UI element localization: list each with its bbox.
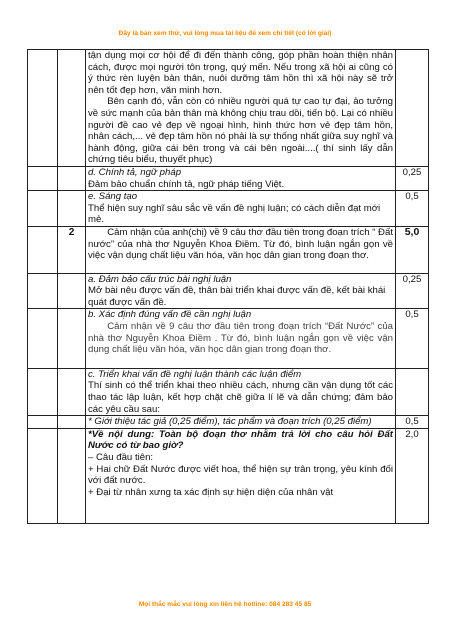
criterion-body: Cảm nhận về 9 câu thơ đầu tiên trong đoạn trích “Đất Nước” của nhà thơ Nguyễn Khoa Điềm . Từ đó, bình luận ngắn gọn về việc vận dụng chất liệu văn hóa, văn học dân gian trong đoạn thơ. <box>88 321 393 356</box>
hotline-banner: Mọi thắc mắc vui lòng xin liên hệ hotline: 084 283 45 85 <box>138 601 312 608</box>
cell-question <box>28 50 58 167</box>
content-line: + Hai chữ Đất Nước được viết hoa, thể hiện sự trân trọng, yêu kính đối với đất nước. <box>88 463 393 487</box>
criterion-title: e. Sáng tạo <box>88 191 138 203</box>
criterion-title: d. Chính tả, ngữ pháp <box>88 166 182 178</box>
intro-requirement: * Giới thiệu tác giả (0,25 điểm), tác phẩm và đoạn trích (0,25 điểm) <box>86 416 396 429</box>
paragraph: tận dụng mọi cơ hội để đi đến thành công, góp phần hoàn thiện nhân cách, được mọi người tôn trọng, quý mến. Nếu trong xã hội ai cũng có ý thức rèn luyện bản thân, nuôi dưỡng tâm hồn thì xã hội này sẽ trở nên tốt đẹp hơn, văn minh hơn. <box>88 50 393 96</box>
table-row <box>28 50 429 167</box>
table-row <box>28 368 429 415</box>
content-title: *Về nội dung: Toàn bộ đoạn thơ nhằm trả lời cho câu hỏi Đất Nước có từ bao giờ? <box>88 428 393 452</box>
table-row <box>28 309 429 368</box>
score: 0,5 <box>396 191 429 227</box>
criterion-title: c. Triển khai vấn đề nghị luận thành các luận điểm <box>88 368 302 380</box>
paragraph: Bên cạnh đó, vẫn còn có nhiều người quá tự cao tự đại, ảo tưởng về sức mạnh của bản thân mà không chịu trau dồi, tiến bộ. Lại có nhiều người đề cao vẻ đẹp về ngoại hình, hình thức hơn vẻ đẹp tâm hồn, nhân cách,... vẻ đẹp tâm hồn nó phải là sự thống nhất giữa suy nghĩ và hành động, giữa cái bên trong và cái bên ngoài....( thí sinh lấy dẫn chứng tiêu biểu, thuyết phục) <box>88 96 393 166</box>
criterion-body: Đảm bảo chuẩn chính tả, ngữ pháp tiếng Việt. <box>88 178 285 190</box>
preview-banner: Đây là bản xem thử, vui lòng mua tài liệu để xem chi tiết (có lời giải) <box>118 30 332 37</box>
criterion-title: a. Đảm bảo cấu trúc bài nghị luận <box>88 273 232 285</box>
table-row <box>28 191 429 227</box>
score: 0,5 <box>396 416 429 429</box>
score: 2,0 <box>396 428 429 523</box>
table-row <box>28 416 429 429</box>
criterion-body: Mở bài nêu được vấn đề, thân bài triển khai được vấn đề, kết bài khái quát được vấn đề. <box>88 285 386 308</box>
table-row <box>28 226 429 273</box>
table-row <box>28 273 429 309</box>
cell-sub <box>58 50 86 167</box>
answer-key-table <box>27 49 429 524</box>
criterion-title: b. Xác định đúng vấn đề cần nghị luận <box>88 309 252 321</box>
score: 0,25 <box>396 273 429 309</box>
question-number: 2 <box>58 226 86 273</box>
cell-content <box>86 50 396 167</box>
table-row <box>28 428 429 523</box>
content-line: – Câu đầu tiên: <box>88 452 154 463</box>
criterion-body: Thí sinh có thể triển khai theo nhiều cách, nhưng cần vận dụng tốt các thao tác lập luận, kết hợp chặt chẽ giữa lí lẽ và dẫn chứng; đảm bảo các yêu cầu sau: <box>88 380 393 415</box>
cell-score <box>396 50 429 167</box>
criterion-body: Thể hiện suy nghĩ sâu sắc về vấn đề nghị luận; có cách diễn đạt mới mẻ. <box>88 202 381 226</box>
score: 5,0 <box>396 226 429 273</box>
table-row <box>28 166 429 190</box>
question-text: Cảm nhận của anh(chị) về 9 câu thơ đầu tiên trong đoạn trích “ Đất nước” của nhà thơ Nguyễn Khoa Điềm. Từ đó, bình luận ngắn gọn về việc vận dụng chất liệu văn hóa, văn học dân gian trong đoạn thơ. <box>88 226 393 262</box>
score: 0,5 <box>396 309 429 368</box>
score: 0,25 <box>396 166 429 190</box>
content-line: + Đại từ nhân xưng ta xác định sự hiện diện của nhân vật <box>88 486 334 498</box>
